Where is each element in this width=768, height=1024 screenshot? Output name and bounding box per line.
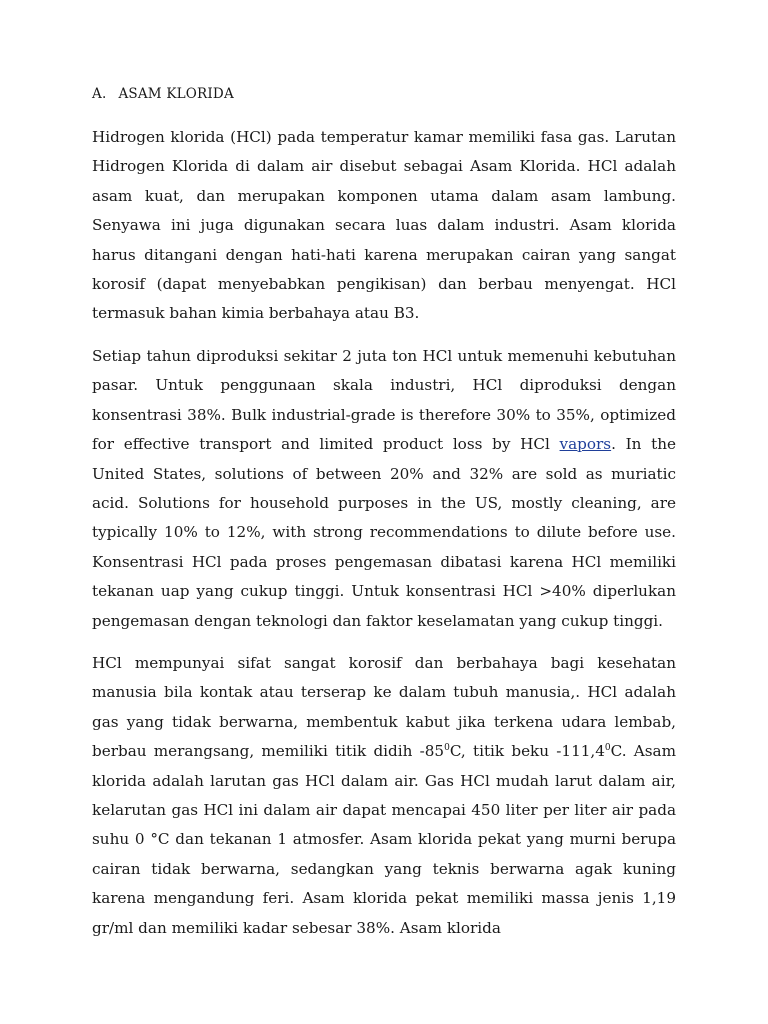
vapors-link[interactable]: vapors [559, 435, 612, 454]
paragraph-2 [92, 342, 676, 636]
paragraph-1: Hidrogen klorida (HCl) pada temperatur kamar memiliki fasa gas. Larutan Hidrogen Klorida di dalam air disebut sebagai Asam Klorida. HCl adalah asam kuat, dan merupakan komponen utama dalam asam lambung. Senyawa ini juga digunakan secara luas dalam industri. Asam klorida harus ditangani dengan hati-hati karena merupakan cairan yang sangat korosif (dapat menyebabkan pengikisan) dan berbau menyengat. HCl termasuk bahan kimia berbahaya atau B3. [92, 128, 676, 323]
paragraph-2-text-b: . In the United States, solutions of between 20% and 32% are sold as muriatic acid. Solutions for household purposes in the US, mostly cleaning, are typically 10% to 12%, with strong recommendations to dilute before use. Konsentrasi HCl pada proses pengemasan dibatasi karena HCl memiliki tekanan uap yang cukup tinggi. Untuk konsentrasi HCl >40% diperlukan pengemasan dengan teknologi dan faktor keselamatan yang cukup tinggi. [92, 435, 676, 630]
superscript-boiling: 0 [444, 743, 450, 754]
paragraph-3-text-c: C. Asam klorida adalah larutan gas HCl dalam air. Gas HCl mudah larut dalam air, kelarutan gas HCl ini dalam air dapat mencapai 450 liter per liter air pada suhu 0 °C dan tekanan 1 atmosfer. Asam klorida pekat yang murni berupa cairan tidak berwarna, sedangkan yang teknis berwarna agak kuning karena mengandung feri. Asam klorida pekat memiliki massa jenis 1,19 gr/ml dan memiliki kadar sebesar 38%. Asam klorida [92, 742, 677, 937]
section-heading [92, 86, 234, 102]
section-number: A. [92, 86, 107, 102]
section-title: ASAM KLORIDA [118, 86, 234, 102]
paragraph-3-text-b: C, titik beku -111,4 [449, 742, 605, 761]
paragraph-3 [92, 649, 676, 943]
superscript-freezing: 0 [604, 743, 611, 754]
paragraph-2-text-a: Setiap tahun diproduksi sekitar 2 juta ton HCl untuk memenuhi kebutuhan pasar. Untuk penggunaan skala industri, HCl diproduksi dengan konsentrasi 38%. Bulk industrial-grade is therefore 30% to 35%, optimized for effective transport and limited product loss by HCl [92, 347, 676, 454]
paragraph-3-text-a: HCl mempunyai sifat sangat korosif dan berbahaya bagi kesehatan manusia bila kontak atau terserap ke dalam tubuh manusia,. HCl adalah gas yang tidak berwarna, membentuk kabut jika terkena udara lembab, berbau merangsang, memiliki titik didih -85 [92, 654, 676, 761]
